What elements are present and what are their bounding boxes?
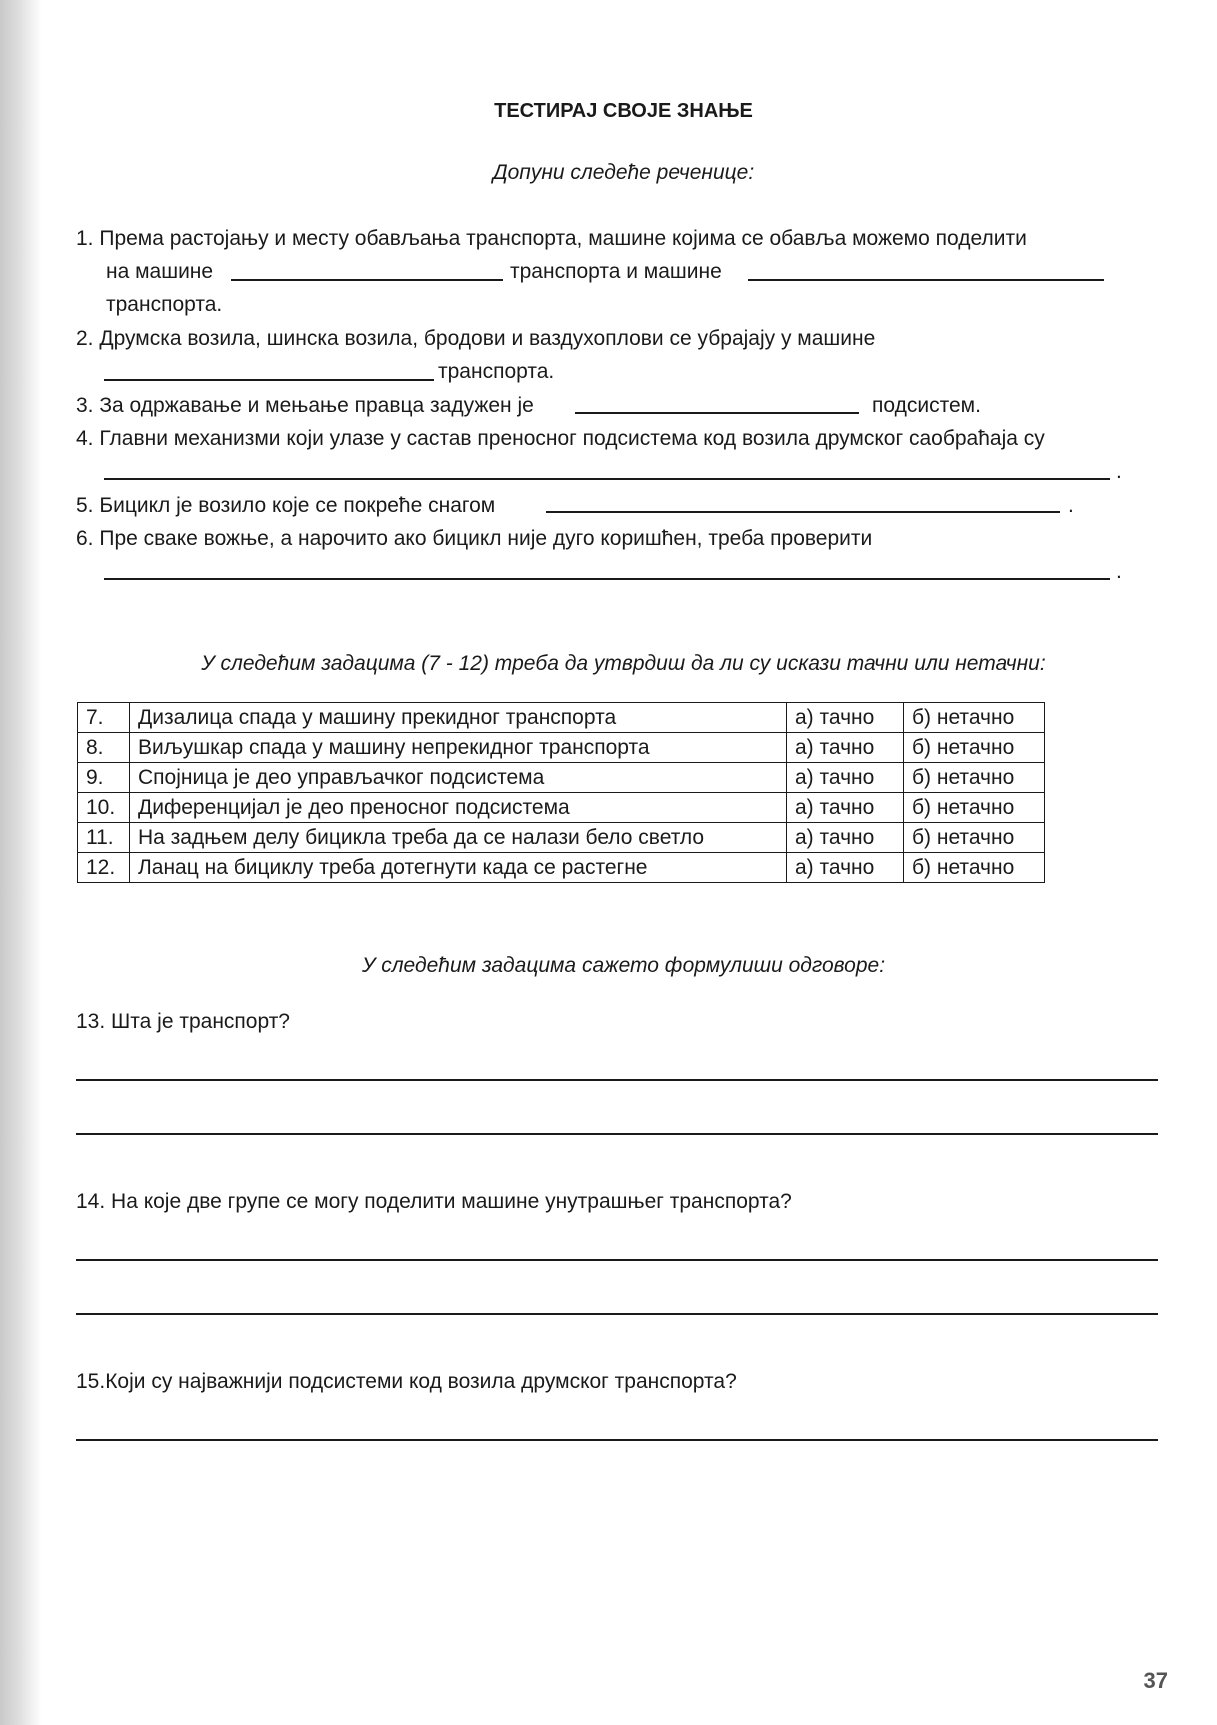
option-true[interactable]: а) тачно [787, 703, 904, 733]
q2-blank[interactable] [104, 379, 434, 381]
table-row [78, 703, 1045, 733]
q15-question: 15.Који су најважнији подсистеми код возила друмског транспорта? [76, 1370, 737, 1393]
q3-end: подсистем. [872, 394, 981, 417]
q14-answer-line-2[interactable] [76, 1313, 1158, 1315]
row-statement: Спојница је део управљачког подсистема [130, 763, 787, 793]
row-statement: Дизалица спада у машину прекидног транспорта [130, 703, 787, 733]
q5-blank[interactable] [546, 511, 1060, 513]
row-statement: Ланац на бициклу треба дотегнути када се растегне [130, 853, 787, 883]
q3-blank[interactable] [575, 412, 859, 414]
q4-line1: 4. Главни механизми који улазе у састав преносног подсистема код возила друмског саобраћаја су [76, 427, 1045, 450]
table-row [78, 763, 1045, 793]
q1-line1: 1. Према растојању и месту обављања транспорта, машине којима се обавља можемо поделити [76, 227, 1027, 250]
row-number: 9. [78, 763, 130, 793]
q5-end: . [1068, 494, 1074, 517]
q4-blank[interactable] [104, 478, 1110, 480]
row-statement: Виљушкар спада у машину непрекидног транспорта [130, 733, 787, 763]
page-number: 37 [1143, 1668, 1168, 1693]
row-statement: Диференцијал је део преносног подсистема [130, 793, 787, 823]
q2-line1: 2. Друмска возила, шинска возила, бродови и ваздухоплови се убрајају у машине [76, 327, 876, 350]
q1-part-b: транспорта и машине [510, 260, 722, 283]
q14-answer-line-1[interactable] [76, 1259, 1158, 1261]
row-statement: На задњем делу бицикла треба да се налази бело светло [130, 823, 787, 853]
q1-part-a: на машине [106, 260, 214, 283]
option-true[interactable]: а) тачно [787, 793, 904, 823]
page-shadow [0, 0, 42, 1725]
table-row [78, 733, 1045, 763]
option-true[interactable]: а) тачно [787, 763, 904, 793]
option-true[interactable]: а) тачно [787, 733, 904, 763]
option-false[interactable]: б) нетачно [904, 823, 1045, 853]
row-number: 10. [78, 793, 130, 823]
q3-start: 3. За одржавање и мењање правца задужен је [76, 394, 534, 417]
row-number: 8. [78, 733, 130, 763]
q13-answer-line-2[interactable] [76, 1133, 1158, 1135]
option-false[interactable]: б) нетачно [904, 763, 1045, 793]
option-false[interactable]: б) нетачно [904, 703, 1045, 733]
option-false[interactable]: б) нетачно [904, 733, 1045, 763]
option-true[interactable]: а) тачно [787, 823, 904, 853]
table-row [78, 823, 1045, 853]
q1-part-c: транспорта. [106, 293, 223, 316]
q13-question: 13. Шта је транспорт? [76, 1010, 290, 1033]
section2-heading: У следећим задацима (7 - 12) треба да утврдиш да ли су искази тачни или нетачни: [201, 652, 1046, 675]
true-false-table [77, 702, 1045, 883]
option-true[interactable]: а) тачно [787, 853, 904, 883]
q1-blank-2[interactable] [748, 279, 1104, 281]
option-false[interactable]: б) нетачно [904, 853, 1045, 883]
q15-answer-line-1[interactable] [76, 1439, 1158, 1441]
option-false[interactable]: б) нетачно [904, 793, 1045, 823]
row-number: 7. [78, 703, 130, 733]
page-title: ТЕСТИРАЈ СВОЈЕ ЗНАЊЕ [494, 100, 753, 122]
q13-answer-line-1[interactable] [76, 1079, 1158, 1081]
section3-heading: У следећим задацима сажето формулиши одговоре: [361, 954, 886, 977]
row-number: 12. [78, 853, 130, 883]
table-row [78, 793, 1045, 823]
q14-question: 14. На које две групе се могу поделити машине унутрашњег транспорта? [76, 1190, 792, 1213]
q2-end: транспорта. [438, 360, 555, 383]
table-row [78, 853, 1045, 883]
q6-line1: 6. Пре сваке вожње, а нарочито ако бицикл није дуго коришћен, треба проверити [76, 527, 873, 550]
q6-end: . [1116, 560, 1122, 583]
row-number: 11. [78, 823, 130, 853]
q5-start: 5. Бицикл је возило које се покреће снагом [76, 494, 496, 517]
section1-heading: Допуни следеће реченице: [492, 161, 755, 184]
q6-blank[interactable] [104, 578, 1110, 580]
q1-blank-1[interactable] [231, 279, 503, 281]
q4-end: . [1116, 460, 1122, 483]
